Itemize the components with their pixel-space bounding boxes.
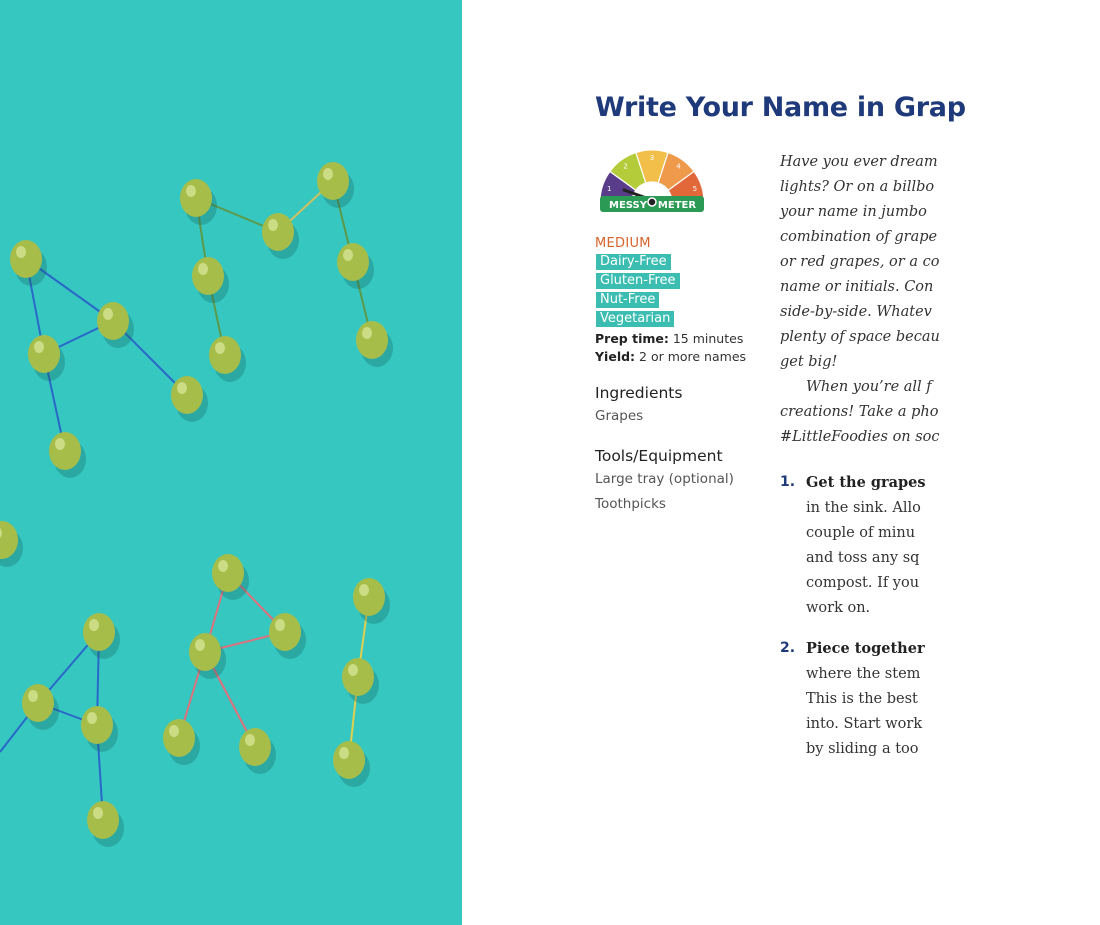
prep-time <box>595 330 765 348</box>
intro-line: lights? Or on a billbo <box>780 179 935 195</box>
grape <box>269 613 301 651</box>
step-line: and toss any sq <box>806 550 920 566</box>
grape <box>317 162 349 200</box>
grape-highlight <box>215 342 225 354</box>
step-line: compost. If you <box>806 575 920 591</box>
yield-value: 2 or more names <box>635 349 747 364</box>
diet-tag: Nut-Free <box>596 292 659 308</box>
grape <box>83 613 115 651</box>
grape-highlight <box>268 219 278 231</box>
intro-paragraph-2 <box>780 375 1100 450</box>
step-number: 1. <box>780 474 796 490</box>
tools-list <box>595 467 765 517</box>
diet-tag: Dairy-Free <box>596 254 671 270</box>
step-line: in the sink. Allo <box>806 500 921 516</box>
grape <box>49 432 81 470</box>
intro-line: Have you ever dream <box>780 154 938 170</box>
instruction-steps <box>780 470 926 777</box>
grape-highlight <box>34 341 44 353</box>
grape <box>189 633 221 671</box>
ingredient-item: Grapes <box>595 408 644 424</box>
grape-letters-photo <box>0 0 462 925</box>
intro-line: creations! Take a pho <box>780 404 939 420</box>
grape-highlight <box>343 249 353 261</box>
step-number: 2. <box>780 640 796 656</box>
ingredients-heading: Ingredients <box>595 384 683 402</box>
meter-label-left: MESSY <box>609 200 647 211</box>
step-line: work on. <box>806 600 871 616</box>
grape <box>180 179 212 217</box>
meter-number: 5 <box>692 185 698 194</box>
intro-line: or red grapes, or a co <box>780 254 940 270</box>
tool-item: Large tray (optional) <box>595 471 734 487</box>
yield-label: Yield: <box>595 349 636 364</box>
grape-highlight <box>28 690 38 702</box>
grape-highlight <box>186 185 196 197</box>
intro-line: plenty of space becau <box>780 329 940 345</box>
meter-number: 3 <box>649 154 655 162</box>
step-first-line <box>806 470 926 496</box>
step-line: where the stem <box>806 666 921 682</box>
meter-number: 1 <box>606 185 612 194</box>
meter-number: 4 <box>676 162 681 171</box>
grape <box>353 578 385 616</box>
grape <box>171 376 203 414</box>
grape-highlight <box>93 807 103 819</box>
grape-highlight <box>177 382 187 394</box>
yield <box>595 348 765 366</box>
intro-line: #LittleFoodies on soc <box>780 429 940 445</box>
tools-heading: Tools/Equipment <box>595 447 723 465</box>
intro-line: get big! <box>780 354 838 370</box>
recipe-page <box>462 0 966 925</box>
step-lead: Piece together <box>806 640 925 657</box>
diet-tags <box>595 254 765 330</box>
grape-highlight <box>245 734 255 746</box>
intro-line: When you’re all f <box>806 379 932 395</box>
tool-item: Toothpicks <box>595 496 666 512</box>
intro-text <box>780 150 1100 450</box>
grape <box>209 336 241 374</box>
grape <box>81 706 113 744</box>
messy-meter-gauge-icon <box>596 146 708 216</box>
grape-highlight <box>339 747 349 759</box>
grape <box>87 801 119 839</box>
grape-highlight <box>348 664 358 676</box>
intro-line: combination of grape <box>780 229 938 245</box>
grape <box>28 335 60 373</box>
grape <box>356 321 388 359</box>
grape <box>239 728 271 766</box>
difficulty-level: MEDIUM <box>595 236 651 251</box>
grape-highlight <box>55 438 65 450</box>
meter-number: 2 <box>623 162 628 171</box>
grape-highlight <box>16 246 26 258</box>
grape-highlight <box>195 639 205 651</box>
step-line: into. Start work <box>806 716 923 732</box>
grape-highlight <box>89 619 99 631</box>
page-title: Write Your Name in Grap <box>595 92 966 123</box>
grape-highlight <box>87 712 97 724</box>
grape <box>333 741 365 779</box>
intro-paragraph-1 <box>780 150 1100 375</box>
grape-highlight <box>198 263 208 275</box>
prep-time-value: 15 minutes <box>668 331 744 346</box>
step-line: This is the best <box>806 691 918 707</box>
step-line: couple of minu <box>806 525 916 541</box>
intro-line: side-by-side. Whatev <box>780 304 932 320</box>
ingredients-list <box>595 404 765 429</box>
step-first-line <box>806 636 926 662</box>
prep-time-label: Prep time: <box>595 331 669 346</box>
grape <box>10 240 42 278</box>
grape-highlight <box>103 308 113 320</box>
grape <box>342 658 374 696</box>
recipe-info-column <box>595 236 765 517</box>
grape <box>163 719 195 757</box>
grape <box>337 243 369 281</box>
instruction-step <box>780 470 926 621</box>
step-lead: Get the grapes <box>806 474 926 491</box>
meter-label-right: METER <box>657 200 697 211</box>
grape <box>192 257 224 295</box>
grape-photo-illustration <box>0 0 462 925</box>
grape <box>97 302 129 340</box>
grape <box>212 554 244 592</box>
grape-highlight <box>359 584 369 596</box>
grape-highlight <box>169 725 179 737</box>
grape <box>22 684 54 722</box>
intro-line: your name in jumbo <box>780 204 927 220</box>
grape <box>262 213 294 251</box>
grape-highlight <box>362 327 372 339</box>
instruction-step <box>780 636 926 762</box>
intro-line: name or initials. Con <box>780 279 934 295</box>
diet-tag: Vegetarian <box>596 311 674 327</box>
grape-highlight <box>218 560 228 572</box>
diet-tag: Gluten-Free <box>596 273 680 289</box>
grape-highlight <box>323 168 333 180</box>
grape-highlight <box>275 619 285 631</box>
step-line: by sliding a too <box>806 741 919 757</box>
